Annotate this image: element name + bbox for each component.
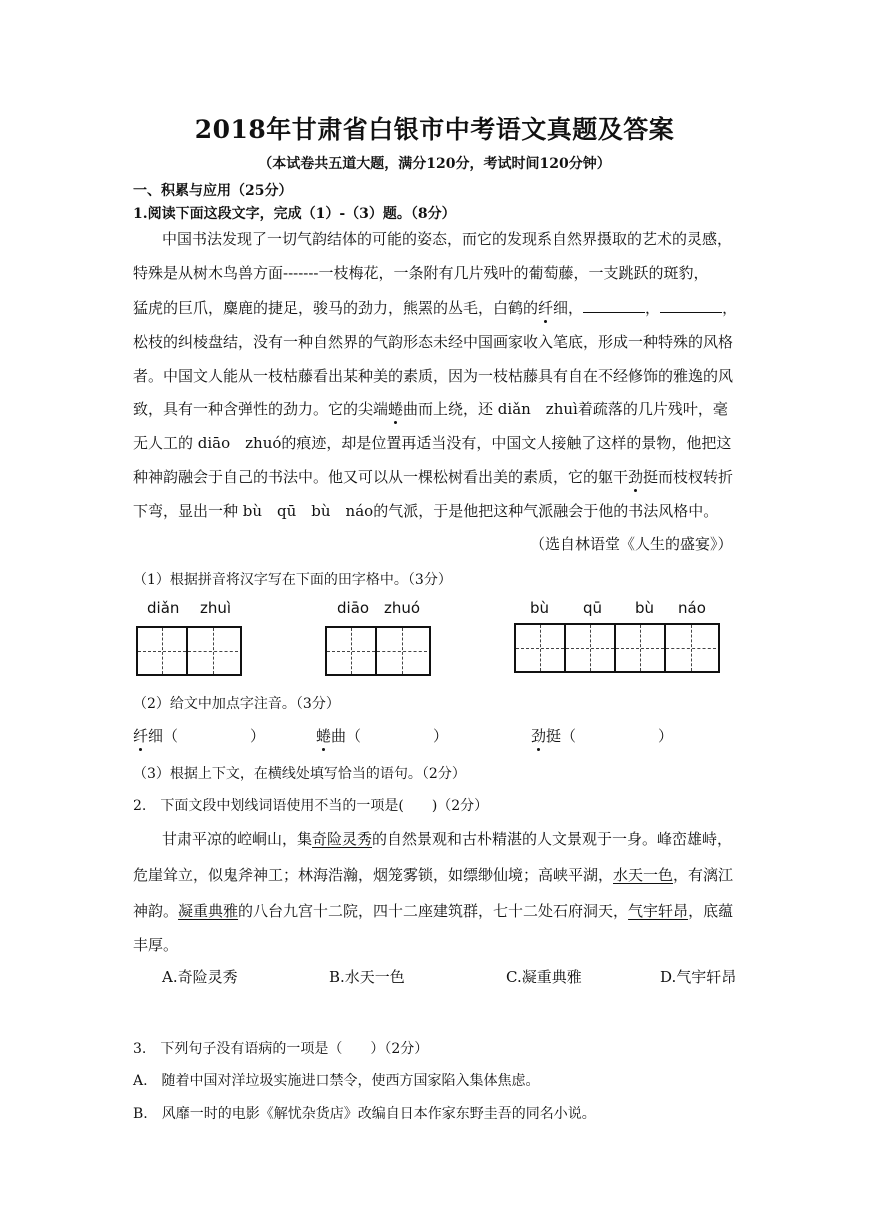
- text-span: ，有漓江: [673, 866, 734, 884]
- tianzige-cell[interactable]: [566, 625, 616, 671]
- annotation-item: [316, 725, 448, 746]
- pinyin-label: bù: [635, 599, 655, 617]
- pinyin-label: zhuì: [200, 599, 232, 617]
- text-span: 危崖耸立，似鬼斧神工；林海浩瀚，烟笼雾锁，如缥缈仙境；高峡平湖，: [133, 866, 614, 884]
- page-title: 2018年甘肃省白银市中考语文真题及答案: [194, 115, 675, 144]
- text-span: 细，: [553, 299, 584, 317]
- pinyin-label: diāo: [337, 599, 370, 617]
- pinyin-label: náo: [678, 599, 706, 617]
- text-span: 神韵。: [133, 902, 179, 920]
- tianzige-cell[interactable]: [616, 625, 666, 671]
- tianzige-grid: [325, 626, 431, 676]
- passage-line: [133, 864, 733, 885]
- passage-line: [162, 828, 732, 849]
- dotted-char: 蜷: [316, 727, 332, 745]
- dotted-char: 劲: [531, 727, 547, 745]
- option-c[interactable]: C.凝重典雅: [506, 968, 582, 986]
- passage-line: 松枝的纠棱盘结，没有一种自然界的气韵形态未经中国画家收入笔底，形成一种特殊的风格: [133, 333, 734, 351]
- question-3-stem: 3. 下列句子没有语病的一项是（ ）（2分）: [133, 1041, 429, 1057]
- text-span: 细（: [148, 727, 179, 745]
- pinyin-label: diǎn: [147, 599, 180, 617]
- text-span: 的自然景观和古朴精湛的人文景观于一身。峰峦雄峙，: [372, 830, 733, 848]
- text-span: 挺（: [546, 727, 577, 745]
- subquestion-2: （2）给文中加点字注音。（3分）: [133, 696, 340, 712]
- text-span: 挺而枝杈转折: [643, 468, 734, 486]
- option-b[interactable]: B.水天一色: [329, 968, 405, 986]
- underlined-phrase: 奇险灵秀: [312, 830, 373, 848]
- passage-line: [133, 900, 733, 921]
- question-2-stem: 2. 下面文段中划线词语使用不当的一项是( )（2分）: [133, 798, 489, 814]
- tianzige-cell[interactable]: [188, 628, 238, 674]
- option-d[interactable]: D.气宇轩昂: [660, 968, 737, 986]
- text-span: 的八台九宫十二院，四十二座建筑群，七十二处石府洞天，: [238, 902, 629, 920]
- annotation-item: [531, 725, 673, 746]
- passage-line: 中国书法发现了一切气韵结体的可能的姿态，而它的发现系自然界摄取的艺术的灵感，: [162, 230, 733, 248]
- text-span: 甘肃平凉的崆峒山，集: [162, 830, 313, 848]
- section-heading: 一、积累与应用（25分）: [133, 183, 293, 199]
- text-span: 曲（: [331, 727, 362, 745]
- tianzige-cell[interactable]: [377, 628, 427, 674]
- tianzige-cell[interactable]: [516, 625, 566, 671]
- text-span: ，: [722, 299, 738, 317]
- text-span: 曲而上绕，还 diǎn zhuì着疏落的几片残叶，毫: [403, 400, 728, 418]
- annotation-item: [133, 725, 265, 746]
- dotted-char: 纤: [538, 299, 554, 317]
- question-1-stem: 1.阅读下面这段文字，完成（1）-（3）题。（8分）: [133, 206, 456, 222]
- text-span: 致，具有一种含弹性的劲力。它的尖端: [133, 400, 389, 418]
- passage-source: （选自林语堂《人生的盛宴》）: [530, 535, 733, 553]
- option-a[interactable]: A.奇险灵秀: [162, 968, 238, 986]
- exam-info: （本试卷共五道大题，满分120分，考试时间120分钟）: [258, 156, 611, 172]
- passage-line: 下弯，显出一种 bù qū bù náo的气派，于是他把这种气派融会于他的书法风格中。: [133, 502, 719, 520]
- pinyin-label: zhuó: [384, 599, 421, 617]
- tianzige-cell[interactable]: [666, 625, 716, 671]
- underlined-phrase: 气宇轩昂: [628, 902, 689, 920]
- fill-blank[interactable]: [583, 298, 645, 313]
- option-a[interactable]: A. 随着中国对洋垃圾实施进口禁令，使西方国家陷入集体焦虑。: [133, 1073, 540, 1089]
- underlined-phrase: 凝重典雅: [178, 902, 239, 920]
- dotted-char: 蜷: [388, 400, 404, 418]
- passage-line: [133, 466, 733, 487]
- text-span: ）: [658, 727, 674, 745]
- tianzige-grid: [136, 626, 242, 676]
- text-span: ，底蕴: [688, 902, 734, 920]
- text-span: ）: [250, 727, 266, 745]
- text-span: 猛虎的巨爪，麋鹿的捷足，骏马的劲力，熊罴的丛毛，白鹤的: [133, 299, 539, 317]
- subquestion-1: （1）根据拼音将汉字写在下面的田字格中。（3分）: [133, 572, 452, 588]
- passage-line: [133, 398, 728, 419]
- text-span: 种神韵融会于自己的书法中。他又可以从一棵松树看出美的素质，它的躯干: [133, 468, 629, 486]
- passage-line: 者。中国文人能从一枝枯藤看出某种美的素质，因为一枝枯藤具有自在不经修饰的雅逸的风: [133, 367, 734, 385]
- passage-line: 丰厚。: [133, 936, 179, 954]
- underlined-phrase: 水天一色: [613, 866, 674, 884]
- passage-line: [133, 297, 737, 318]
- text-span: ，: [645, 299, 661, 317]
- pinyin-label: qū: [583, 599, 603, 617]
- tianzige-cell[interactable]: [327, 628, 377, 674]
- tianzige-grid: [514, 623, 720, 673]
- pinyin-label: bù: [530, 599, 550, 617]
- subquestion-3: （3）根据上下文，在横线处填写恰当的语句。（2分）: [133, 766, 466, 782]
- tianzige-cell[interactable]: [138, 628, 188, 674]
- text-span: ）: [433, 727, 449, 745]
- passage-line: 无人工的 diāo zhuó的痕迹，却是位置再适当没有，中国文人接触了这样的景物，他把这: [133, 434, 732, 452]
- dotted-char: 纤: [133, 727, 149, 745]
- fill-blank[interactable]: [660, 298, 722, 313]
- option-b[interactable]: B. 风靡一时的电影《解忧杂货店》改编自日本作家东野圭吾的同名小说。: [133, 1106, 596, 1122]
- passage-line: 特殊是从树木鸟兽方面-------一枝梅花，一条附有几片残叶的葡萄藤，一支跳跃的斑豹，: [133, 264, 709, 282]
- dotted-char: 劲: [628, 468, 644, 486]
